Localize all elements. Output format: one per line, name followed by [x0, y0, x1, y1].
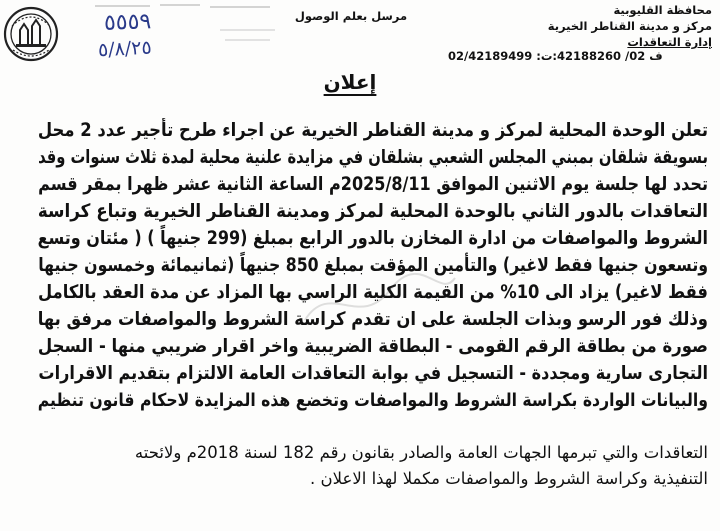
notice-line: وذلك فور الرسو وبذات الجلسة على ان تقدم كراسة الشروط والمواصفات مرفق بها [37, 309, 708, 330]
city-council-name: مركز و مدينة القناطر الخيرية [547, 19, 712, 33]
notice-line: صورة من بطاقة الرقم القومى - البطاقة الضريبية واخر اقرار ضريبي منها - السجل [37, 336, 709, 357]
seal-stamp-icon [2, 4, 60, 64]
bleed-through-marks [90, 0, 280, 60]
signature-watermark [300, 270, 460, 330]
handwritten-number: ٥٥٥٩ [103, 9, 152, 36]
notice-line: وتسعون جنيها فقط لاغير) والتأمين المؤقت بمبلغ 850 جنيهاً (ثمانيمائة وخمسون جنيها [38, 255, 708, 276]
notice-line: تحدد لها جلسة يوم الاثنين الموافق 2025/8/11م الساعة الثانية عشر ظهرا بمقر قسم [38, 174, 708, 195]
notice-line: التعاقدات والتي تبرمها الجهات العامة والصادر بقانون رقم 182 لسنة 2018م ولائحته [134, 443, 708, 462]
notice-line: الشروط والمواصفات من ادارة المخازن بالدور الرابع بمبلغ (299 جنيهاً ) ( مئتان وتسع [37, 228, 708, 249]
governorate-name: محافظة القليوبية [613, 3, 712, 17]
phone-fax-line: 02/42189499 :ف 02/ 42188260:ت [448, 49, 663, 63]
issuing-authority [482, 2, 712, 50]
handwritten-date: ٥/٨/٢٥ [97, 36, 153, 62]
notice-line: والبيانات الواردة بكراسة الشروط والمواصفات وتخضع هذه المزايدة لاحكام قانون تنظيم [37, 390, 709, 411]
registered-mail-label: مرسل بعلم الوصول [294, 9, 408, 23]
notice-line: التنفيذية وكراسة الشروط والمواصفات مكملا لهذا الاعلان . [310, 469, 708, 488]
notice-line: بسويقة شلقان بمبني المجلس الشعبي بشلقان في مزايدة علنية محلية لمدة ثلاث سنوات وقد [38, 147, 709, 168]
department-name: إدارة التعاقدات [627, 35, 712, 49]
notice-title: إعلان [323, 70, 377, 94]
notice-line: التجارى سارية ومجددة - التسجيل في بوابة التعاقدات العامة الالتزام بتقديم الاقرارات [38, 363, 708, 384]
notice-line: فقط لاغير) يزاد الى 10% من القيمة الكلية الراسي بها المزاد عن مدة العقد بالكامل [38, 282, 708, 303]
notice-line: تعلن الوحدة المحلية لمركز و مدينة القناطر الخيرية عن اجراء طرح تأجير عدد 2 محل [37, 120, 708, 141]
notice-line: التعاقدات بالدور الثاني بالوحدة المحلية لمركز ومدينة القناطر الخيرية وتباع كراسة [37, 201, 709, 222]
